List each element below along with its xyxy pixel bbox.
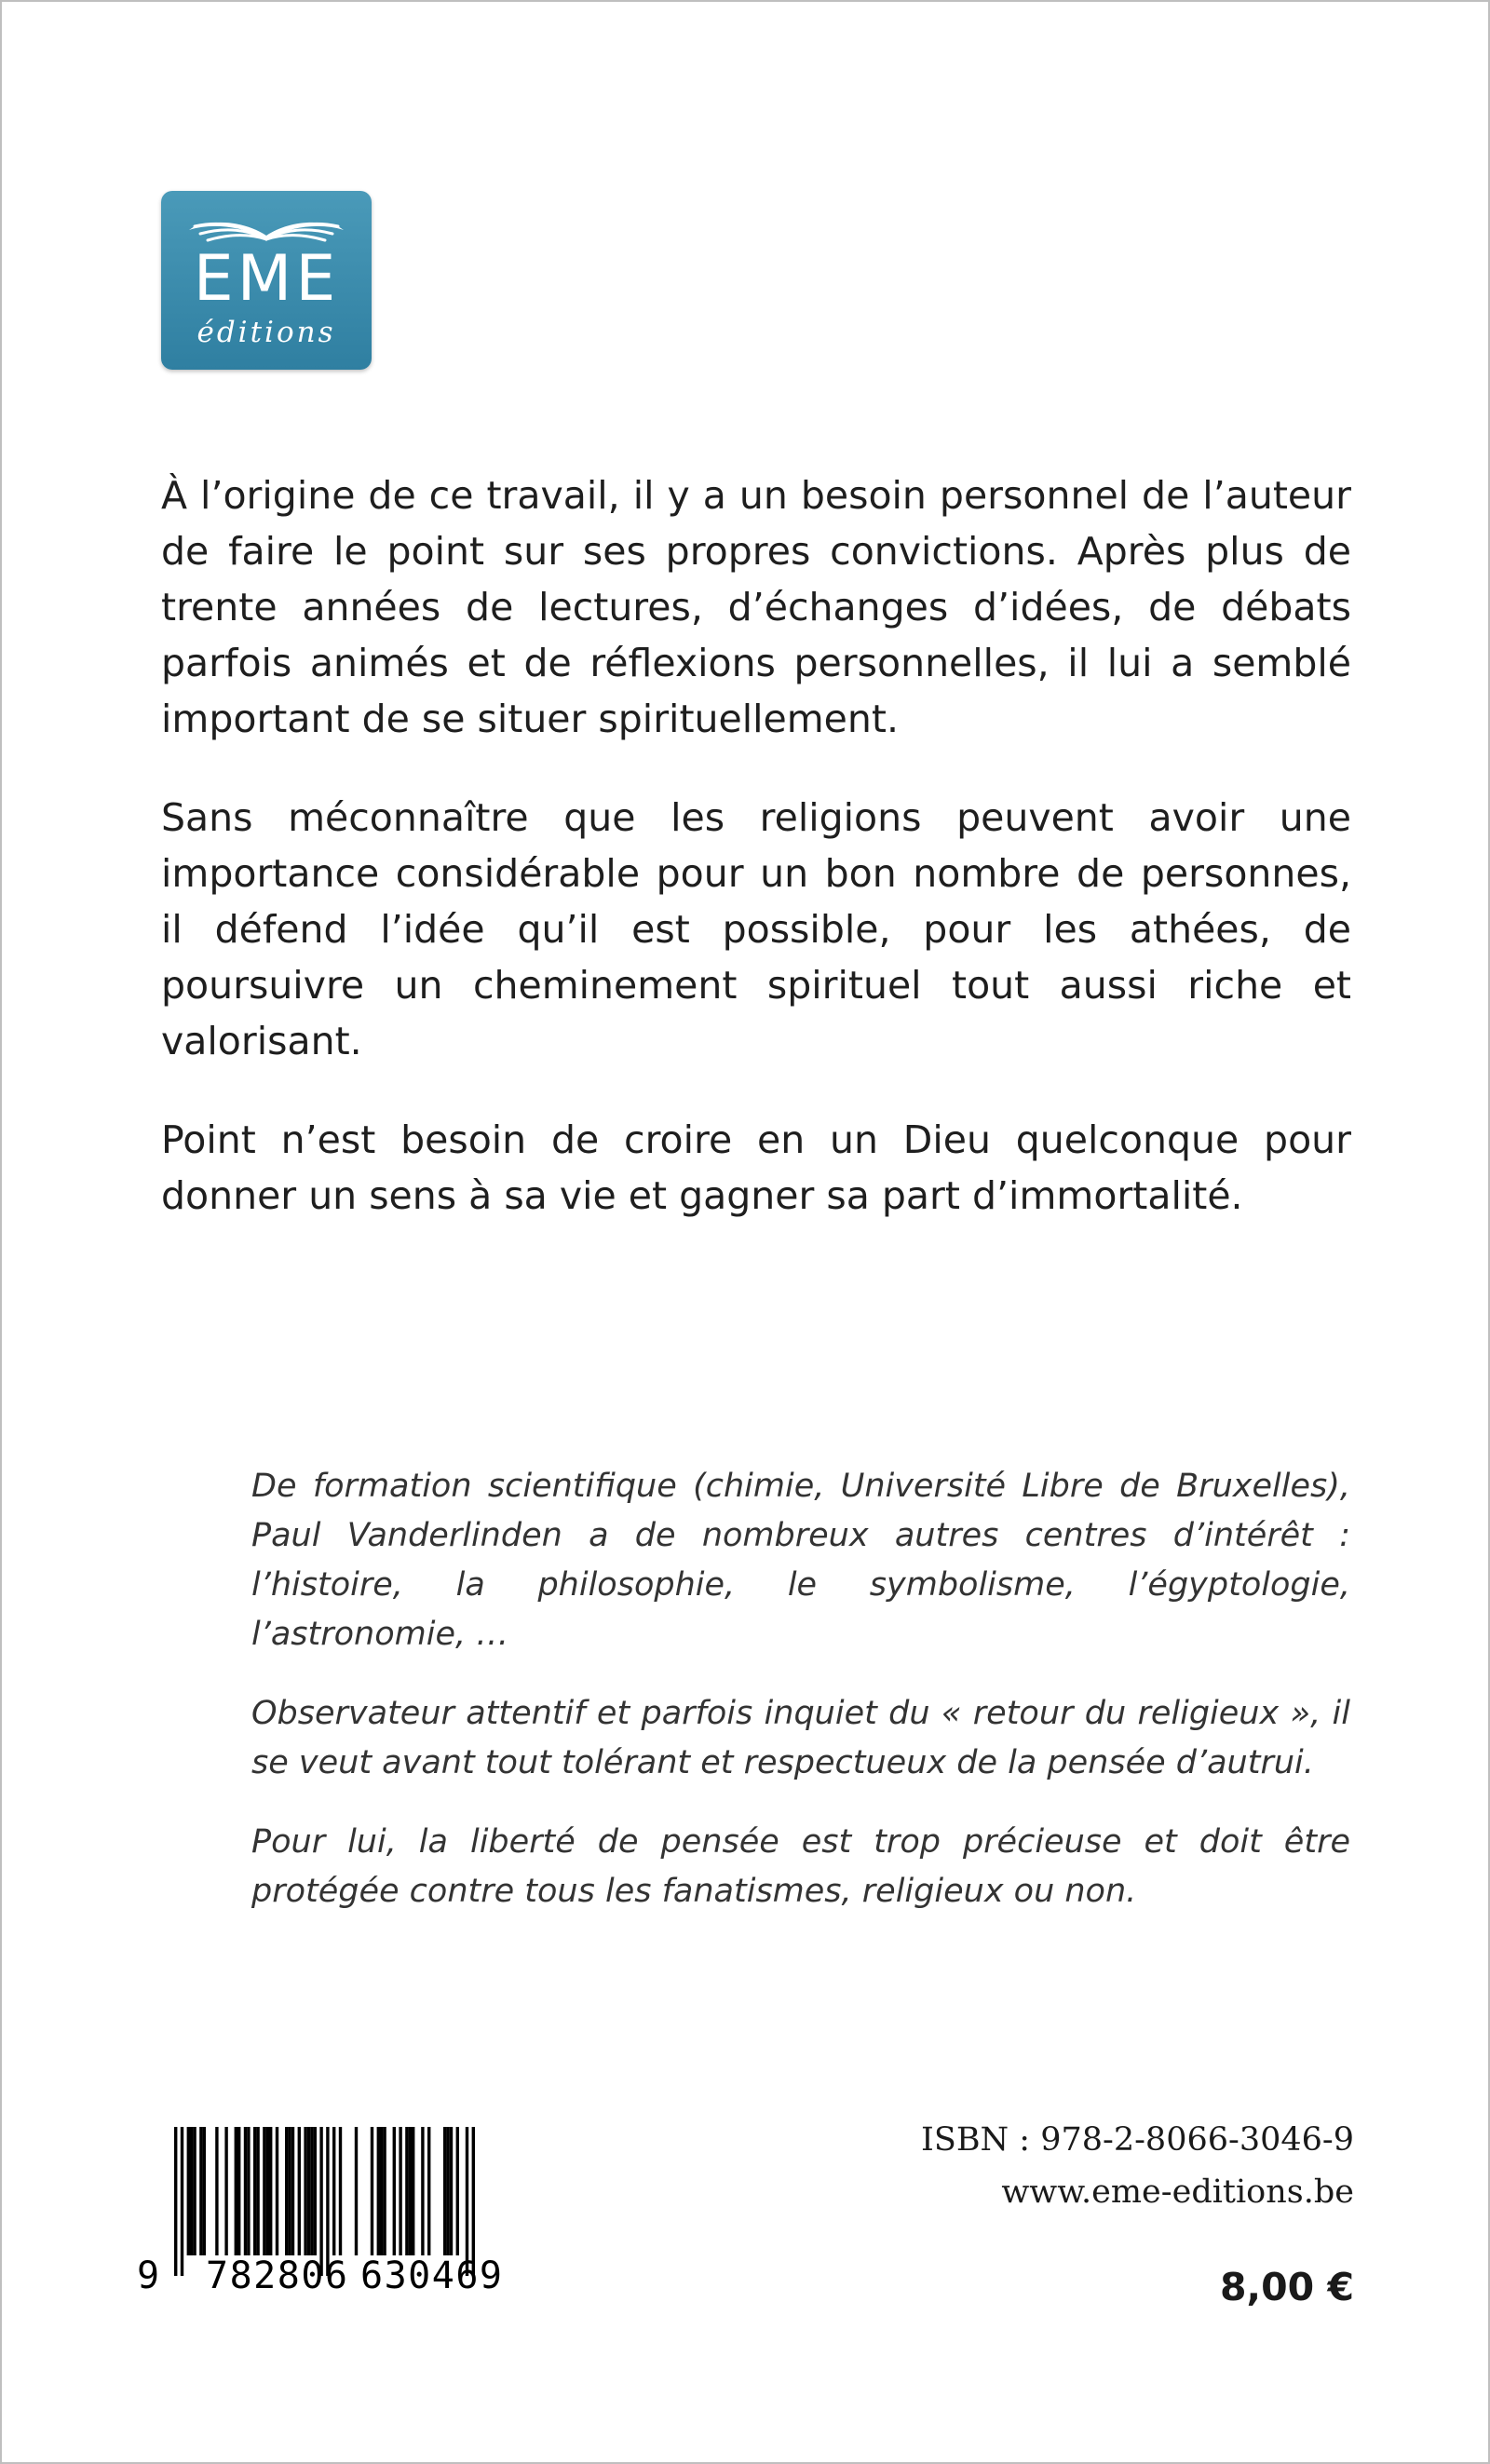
barcode-bar	[371, 2127, 373, 2255]
isbn-block	[795, 2114, 1354, 2218]
barcode-bar	[224, 2127, 227, 2255]
barcode-bar	[199, 2127, 202, 2255]
publisher-website: www.eme-editions.be	[1001, 2173, 1354, 2211]
barcode-bar	[291, 2127, 294, 2255]
barcode-bar	[412, 2127, 414, 2255]
barcode-bar	[314, 2127, 317, 2255]
barcode-bar	[304, 2127, 306, 2255]
blurb-paragraph: Point n’est besoin de croire en un Dieu quelconque pour donner un sens à sa vie et gagner sa part d’immortalité.	[161, 1117, 1351, 1218]
barcode-bar	[193, 2127, 196, 2255]
bio-paragraph: Observateur attentif et parfois inquiet du « retour du religieux », il se veut avant tout tolérant et respectueux de la pensée d’autrui.	[251, 1695, 1350, 1781]
barcode-bar	[466, 2127, 468, 2276]
author-bio	[251, 1462, 1350, 1946]
barcode-bar	[326, 2127, 329, 2276]
barcode-bar	[263, 2127, 265, 2255]
barcode-bar	[446, 2127, 449, 2255]
barcode-bar	[253, 2127, 256, 2255]
barcode-bar	[421, 2127, 424, 2255]
barcode-bar	[174, 2127, 177, 2276]
barcode-bar	[427, 2127, 430, 2255]
blurb-paragraph: À l’origine de ce travail, il y a un besoin personnel de l’auteur de faire le point sur ses propres convictions. Après plus de trente années de lectures, d’échanges d’idées, de débats parfois animés et de réflexions personnelles, il lui a semblé important de se situer spirituellement.	[161, 473, 1351, 741]
barcode-bar	[269, 2127, 272, 2255]
barcode-bar	[203, 2127, 206, 2255]
barcode-bar	[450, 2127, 453, 2255]
barcode-digit-lead: 9	[137, 2254, 160, 2293]
barcode-bar	[181, 2127, 183, 2276]
barcode-bar	[256, 2127, 259, 2255]
barcode-bar	[307, 2127, 310, 2255]
barcode-digits-right: 630469	[360, 2254, 502, 2293]
isbn-barcode	[135, 2125, 535, 2293]
isbn-number: ISBN : 978-2-8066-3046-9	[921, 2121, 1354, 2159]
bio-paragraph: Pour lui, la liberté de pensée est trop précieuse et doit être protégée contre tous les fanatismes, religieux ou non.	[251, 1823, 1350, 1910]
barcode-bar	[276, 2127, 278, 2255]
barcode-bar	[332, 2127, 335, 2255]
publisher-name: EME	[193, 242, 340, 316]
barcode-bars	[174, 2127, 475, 2276]
barcode-bar	[237, 2127, 240, 2255]
barcode-bar	[472, 2127, 475, 2276]
bio-paragraph: De formation scientifique (chimie, Université Libre de Bruxelles), Paul Vanderlinden a de nombreux autres centres d’intérêt : l’histoire, la philosophie, le symbolisme, l’égyptologie, l’astronomie, …	[251, 1468, 1350, 1653]
barcode-bar	[235, 2127, 237, 2255]
barcode-bar	[383, 2127, 386, 2255]
barcode-bar	[456, 2127, 459, 2255]
barcode-bar	[443, 2127, 446, 2255]
price: 8,00 €	[1220, 2265, 1354, 2309]
publisher-subtitle: éditions	[196, 316, 336, 349]
barcode-bar	[339, 2127, 342, 2255]
barcode-bar	[355, 2127, 358, 2255]
barcode-bar	[285, 2127, 288, 2255]
barcode-bar	[247, 2127, 250, 2255]
barcode-bar	[409, 2127, 412, 2255]
barcode-bar	[187, 2127, 190, 2255]
barcode-bar	[288, 2127, 291, 2255]
barcode-bar	[298, 2127, 301, 2255]
barcode-bar	[380, 2127, 383, 2255]
book-blurb	[161, 467, 1351, 1266]
blurb-paragraph: Sans méconnaître que les religions peuvent avoir une importance considérable pour un bon nombre de personnes, il défend l’idée qu’il est possible, pour les athées, de poursuivre un cheminement spirituel tout aussi riche et valorisant.	[161, 795, 1351, 1063]
barcode-bar	[393, 2127, 396, 2255]
publisher-logo	[161, 191, 372, 370]
barcode-digits-left: 782806	[206, 2254, 347, 2293]
barcode-bar	[266, 2127, 269, 2255]
barcode-bar	[310, 2127, 313, 2255]
barcode-bar	[377, 2127, 380, 2255]
barcode-bar	[399, 2127, 401, 2255]
barcode-bar	[319, 2127, 322, 2276]
barcode-bar	[405, 2127, 408, 2255]
barcode-bar	[244, 2127, 247, 2255]
barcode-bar	[215, 2127, 218, 2255]
barcode-bar	[190, 2127, 193, 2255]
